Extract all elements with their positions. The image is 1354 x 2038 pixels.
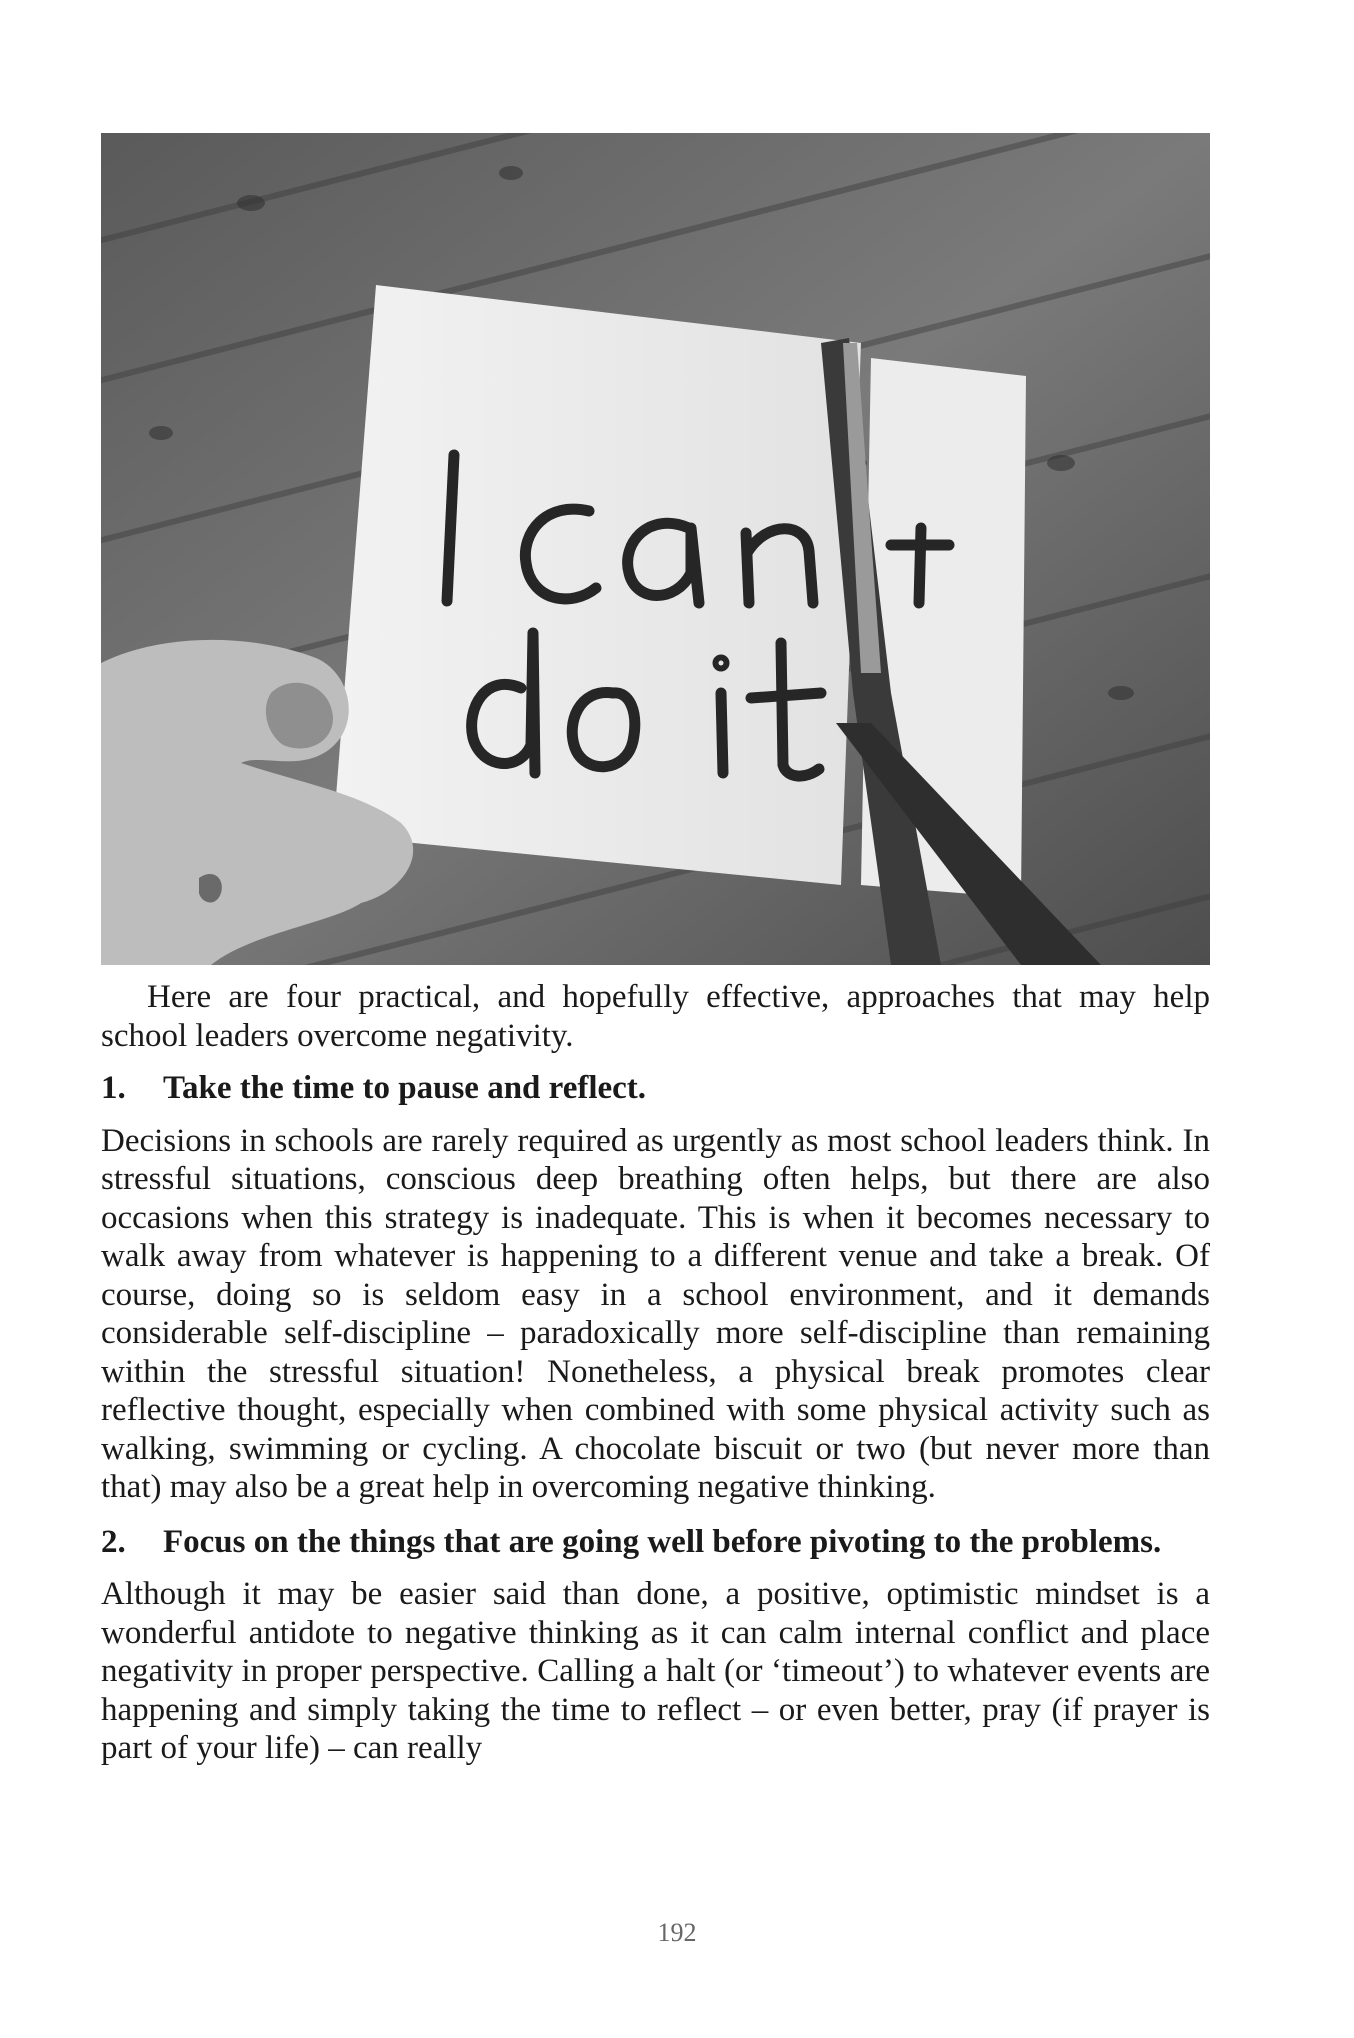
section-body-2: Although it may be easier said than done, a positive, optimistic mindset is a wonderful antidote to negative thinking as it can calm internal conflict and place negativity in proper perspective. Calling a halt (or ‘timeout’) to whatever events are happening and simply taking the time to reflect – or even better, pray (if prayer is part of your life) – can really — [101, 1576, 1210, 1766]
section-heading-text: Focus on the things that are going well before pivoting to the problems. — [163, 1523, 1162, 1560]
section-heading-2 — [101, 1523, 1210, 1562]
section-heading-1 — [101, 1069, 1210, 1108]
section-heading-text: Take the time to pause and reflect. — [163, 1070, 647, 1106]
photo-illustration — [101, 133, 1210, 965]
page-body — [101, 978, 1210, 1768]
section-number: 2. — [101, 1523, 126, 1560]
intro-paragraph: Here are four practical, and hopefully effective, approaches that may help school leaders overcome negativity. — [101, 979, 1210, 1054]
page-number: 192 — [657, 1918, 697, 1947]
section-body-1: Decisions in schools are rarely required as urgently as most school leaders think. In stressful situations, conscious deep breathing often helps, but there are also occasions when this strategy is inadequate. This is when it becomes necessary to walk away from whatever is happening to a different venue and take a break. Of course, doing so is seldom easy in a school environment, and it demands considerable self-discipline – paradoxically more self-discipline than remaining within the stressful situation! Nonetheless, a physical break promotes clear reflective thought, especially when combined with some physical activity such as walking, swimming or cycling. A chocolate biscuit or two (but never more than that) may also be a great help in overcoming negative thinking. — [101, 1122, 1210, 1505]
section-number: 1. — [101, 1070, 126, 1106]
scissors-cutting-note-photo — [101, 133, 1210, 965]
